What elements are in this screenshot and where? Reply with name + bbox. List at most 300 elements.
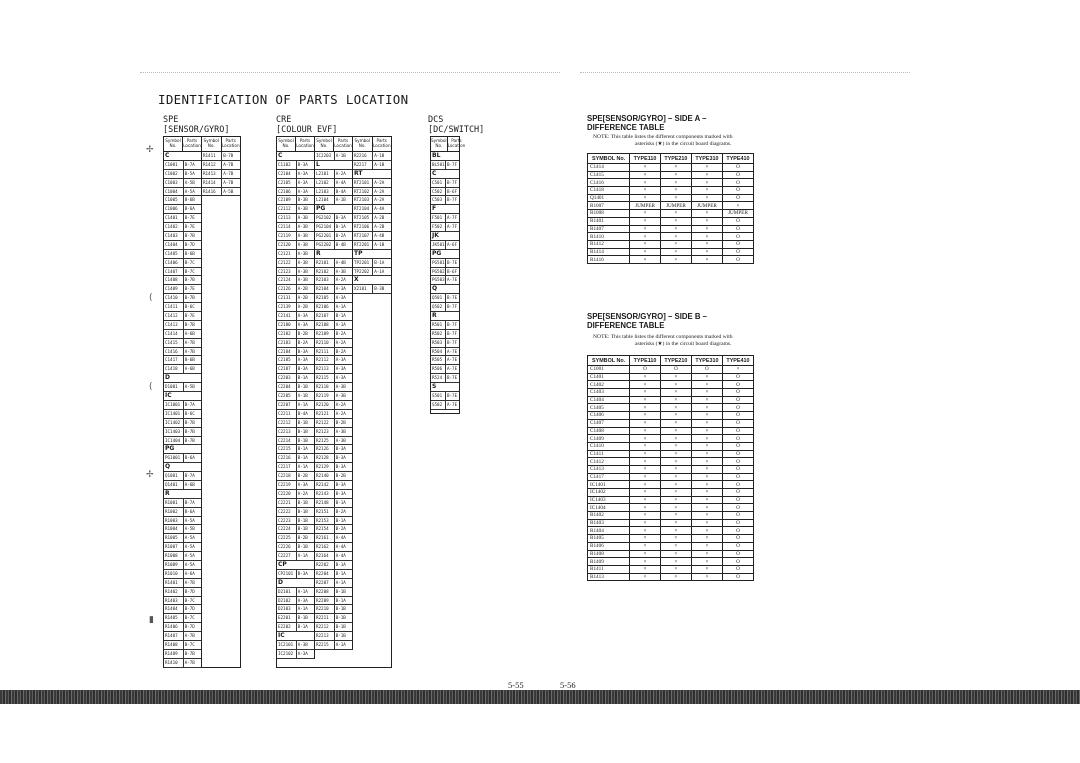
symbol-cell: C2180 [277, 321, 297, 329]
symbol-cell: R1414 [202, 179, 222, 187]
diff-value-cell: × [660, 381, 691, 389]
table-row [277, 605, 314, 614]
symbol-cell: C [278, 152, 283, 159]
section-heading-dcs [428, 116, 484, 135]
diff-value-cell: × [660, 458, 691, 466]
diff-value-cell: JUMPER [722, 210, 753, 218]
symbol-cell: R2126 [315, 445, 335, 453]
table-row [277, 428, 314, 437]
table-row [164, 552, 201, 561]
symbol-cell: C2104 [277, 170, 297, 178]
table-row [164, 348, 201, 357]
diff-symbol-cell: R1412 [588, 240, 630, 248]
diff-value-cell: × [691, 419, 722, 427]
symbol-cell: PG [165, 445, 175, 453]
location-cell: A-3B [297, 277, 308, 283]
page-number-right: 5-56 [560, 680, 576, 690]
diff-value-cell: × [691, 240, 722, 248]
symbol-cell: R2123 [315, 428, 335, 436]
symbol-cell: C2126 [277, 285, 297, 293]
group-heading-row [431, 312, 459, 321]
table-row [277, 650, 314, 659]
table-row [164, 570, 201, 579]
diff-value-cell: O [722, 565, 753, 573]
symbol-cell: D2101 [277, 588, 297, 596]
location-cell: B-7E [447, 295, 458, 301]
table-row [431, 294, 459, 303]
table-row [315, 268, 352, 277]
symbol-cell: R2118 [315, 383, 335, 391]
symbol-cell: D1001 [164, 383, 184, 391]
location-cell: B-4B [335, 241, 346, 247]
symbol-cell: R2211 [315, 614, 335, 622]
table-row [164, 232, 201, 241]
location-cell: A-3A [335, 357, 346, 363]
symbol-cell: PG2104 [315, 223, 335, 231]
location-cell: B-1B [335, 633, 346, 639]
location-cell: B-1B [297, 526, 308, 532]
location-cell: A-5A [184, 535, 195, 541]
symbol-cell: IC2101 [277, 641, 297, 649]
diff-value-cell: × [630, 187, 661, 195]
symbol-cell: R502 [431, 330, 446, 338]
location-cell: B-1B [297, 428, 308, 434]
symbol-cell: R1407 [164, 632, 184, 640]
diff-value-cell: × [630, 412, 661, 420]
diff-value-cell: × [691, 194, 722, 202]
location-cell: B-1B [297, 384, 308, 390]
symbol-cell: R2113 [315, 365, 335, 373]
table-row [277, 597, 314, 606]
diff-symbol-cell: C1407 [588, 419, 630, 427]
symbol-cell: C2218 [277, 472, 297, 480]
diff-symbol-cell: C1403 [588, 389, 630, 397]
diff-header-cell: TYPE310 [691, 356, 722, 366]
symbol-cell: IC1402 [164, 419, 184, 427]
diff-symbol-cell: C1402 [588, 381, 630, 389]
diff-value-cell: × [630, 210, 661, 218]
header-parts: Parts Location [183, 138, 201, 148]
location-cell: B-7E [447, 259, 458, 265]
table-row [164, 454, 201, 463]
binding-hole-mark: ( [149, 293, 153, 303]
table-row [277, 614, 314, 623]
symbol-cell: RT2102 [353, 188, 373, 196]
table-row [277, 365, 314, 374]
table-row [315, 437, 352, 446]
symbol-cell: R2119 [315, 392, 335, 400]
location-cell: B-1A [335, 517, 346, 523]
symbol-cell: PG2202 [315, 241, 335, 249]
location-cell: A-7B [184, 579, 195, 585]
symbol-cell: C1407 [164, 268, 184, 276]
table-row [315, 312, 352, 321]
diff-value-cell: O [630, 366, 661, 374]
diff-row [588, 489, 754, 497]
symbol-cell: R1413 [202, 170, 222, 178]
location-cell: A-2A [335, 401, 346, 407]
location-cell: B-2A [335, 233, 346, 239]
symbol-cell: R1008 [164, 552, 184, 560]
location-cell: B-1B [297, 499, 308, 505]
diff-value-cell: × [630, 248, 661, 256]
header-parts: Parts Location [447, 138, 466, 148]
scan-top-dotline-right [580, 72, 910, 74]
diff-a-subtitle: DIFFERENCE TABLE [587, 122, 665, 132]
symbol-cell: R2109 [315, 330, 335, 338]
location-cell: A-3A [335, 366, 346, 372]
location-cell: A-7E [447, 277, 458, 283]
location-cell: B-1A [374, 259, 385, 265]
symbol-cell: Q502 [431, 303, 446, 311]
location-cell: A-5A [184, 553, 195, 559]
symbol-cell: C2122 [277, 259, 297, 267]
location-cell: B-7B [184, 437, 195, 443]
location-cell: A-1A [297, 588, 308, 594]
table-row [164, 365, 201, 374]
diff-value-cell: × [630, 442, 661, 450]
diff-symbol-cell: R1008 [588, 210, 630, 218]
symbol-cell: RT2201 [353, 241, 373, 249]
table-row [277, 214, 314, 223]
symbol-cell: C2220 [277, 490, 297, 498]
symbol-cell: R2207 [315, 579, 335, 587]
table-row [431, 241, 459, 250]
symbol-cell: C2214 [277, 437, 297, 445]
group-heading-row [315, 205, 352, 214]
location-cell: B-1A [335, 597, 346, 603]
location-cell: A-2A [374, 188, 385, 194]
diff-value-cell: × [660, 550, 691, 558]
location-cell: A-2B [297, 286, 308, 292]
table-row [164, 276, 201, 285]
diff-value-cell: × [660, 519, 691, 527]
location-cell: A-4A [374, 206, 385, 212]
section-heading-cre [276, 116, 337, 135]
table-row [277, 312, 314, 321]
symbol-cell: R2128 [315, 454, 335, 462]
location-cell: B-1A [297, 375, 308, 381]
table-row [277, 588, 314, 597]
diff-value-cell: × [691, 519, 722, 527]
symbol-cell: R2148 [315, 499, 335, 507]
diff-value-cell: × [691, 442, 722, 450]
group-heading-row [315, 161, 352, 170]
symbol-cell: C1417 [164, 356, 184, 364]
location-cell: B-6B [184, 357, 195, 363]
location-cell: B-7C [184, 268, 195, 274]
symbol-cell: TP2201 [353, 259, 373, 267]
location-cell: A-1A [335, 304, 346, 310]
location-cell: B-1A [335, 570, 346, 576]
location-cell: A-3B [335, 428, 346, 434]
location-cell: A-4A [335, 553, 346, 559]
location-cell: B-7B [184, 321, 195, 327]
symbol-cell: PG1001 [164, 454, 184, 462]
symbol-cell: IC [165, 392, 172, 400]
table-row [164, 437, 201, 446]
symbol-cell: C2113 [277, 214, 297, 222]
diff-value-cell: × [660, 373, 691, 381]
table-row [164, 632, 201, 641]
location-cell: A-3B [297, 268, 308, 274]
diff-value-cell: × [691, 496, 722, 504]
table-row [277, 463, 314, 472]
section-heading-spe [163, 116, 230, 135]
diff-value-cell: O [722, 179, 753, 187]
table-row [315, 534, 352, 543]
diff-value-cell: × [660, 489, 691, 497]
table-row [277, 241, 314, 250]
location-cell: B-7F [447, 330, 458, 336]
location-cell: B-1A [335, 499, 346, 505]
group-heading-row [431, 205, 459, 214]
table-row [202, 188, 240, 197]
location-cell: B-1B [297, 508, 308, 514]
table-row [277, 330, 314, 339]
difference-table-side-a [587, 153, 754, 264]
diff-row [588, 435, 754, 443]
location-cell: B-7E [184, 286, 195, 292]
diff-value-cell: × [660, 225, 691, 233]
group-heading-row [164, 374, 201, 383]
table-row [315, 525, 352, 534]
diff-value-cell: × [660, 442, 691, 450]
table-row [164, 605, 201, 614]
diff-value-cell: × [630, 496, 661, 504]
diff-row [588, 481, 754, 489]
table-row [353, 152, 391, 161]
symbol-cell: C1418 [164, 365, 184, 373]
diff-symbol-cell: C1001 [588, 366, 630, 374]
diff-value-cell: × [691, 450, 722, 458]
symbol-cell: C2131 [277, 294, 297, 302]
symbol-cell: R2202 [315, 561, 335, 569]
table-row [164, 650, 201, 659]
table-row [164, 597, 201, 606]
location-cell: A-4B [335, 259, 346, 265]
table-row [315, 321, 352, 330]
table-row [164, 534, 201, 543]
diff-value-cell: × [660, 233, 691, 241]
section-label: DCS [428, 115, 444, 125]
diff-value-cell: × [660, 573, 691, 581]
diff-value-cell: × [691, 404, 722, 412]
location-cell: B-6B [184, 197, 195, 203]
location-cell: A-1B [297, 393, 308, 399]
diff-value-cell: × [691, 465, 722, 473]
symbol-cell: Q1401 [164, 481, 184, 489]
symbol-cell: C1004 [164, 188, 184, 196]
symbol-cell: PG [316, 205, 326, 213]
location-cell: B-3A [335, 490, 346, 496]
location-cell: A-2B [297, 295, 308, 301]
symbol-cell: S502 [431, 401, 446, 409]
diff-value-cell: O [722, 542, 753, 550]
symbol-cell: C503 [431, 196, 446, 204]
diff-value-cell: × [630, 519, 661, 527]
diff-row [588, 496, 754, 504]
symbol-cell: S [432, 383, 437, 391]
diff-row [588, 412, 754, 420]
group-heading-row [277, 632, 314, 641]
table-row [277, 517, 314, 526]
diff-row [588, 504, 754, 512]
diff-row [588, 542, 754, 550]
diff-value-cell: × [660, 396, 691, 404]
symbol-cell: R2213 [315, 632, 335, 640]
group-heading-row [277, 561, 314, 570]
diff-row [588, 473, 754, 481]
table-row [315, 588, 352, 597]
symbol-cell: F [432, 205, 437, 213]
symbol-cell: C1416 [164, 348, 184, 356]
table-row [277, 303, 314, 312]
symbol-cell: C2212 [277, 419, 297, 427]
location-cell: A-7B [184, 348, 195, 354]
symbol-cell: E2201 [277, 614, 297, 622]
symbol-cell: L2104 [315, 196, 335, 204]
diff-value-cell: O [722, 496, 753, 504]
location-cell: B-1B [297, 419, 308, 425]
location-cell: B-7E [447, 375, 458, 381]
diff-value-cell: O [722, 558, 753, 566]
diff-row [588, 202, 754, 210]
grid-column-header [202, 137, 240, 152]
location-cell: A-3A [297, 321, 308, 327]
diff-value-cell: O [722, 458, 753, 466]
table-row [315, 152, 352, 161]
diff-value-cell: O [722, 404, 753, 412]
diff-value-cell: × [630, 373, 661, 381]
diff-value-cell: × [630, 535, 661, 543]
diff-value-cell: O [722, 389, 753, 397]
location-cell: B-7A [184, 161, 195, 167]
table-row [315, 196, 352, 205]
diff-value-cell: × [691, 396, 722, 404]
diff-value-cell: × [630, 504, 661, 512]
diff-value-cell: O [722, 550, 753, 558]
diff-symbol-cell: C1414 [588, 164, 630, 172]
symbol-cell: R506 [431, 365, 446, 373]
header-symbol: Symbol No. [164, 137, 183, 151]
diff-value-cell: O [722, 442, 753, 450]
symbol-cell: Q [432, 285, 438, 293]
location-cell: A-2A [374, 179, 385, 185]
binding-hole-mark: ▮ [149, 615, 154, 625]
symbol-cell: R501 [431, 321, 446, 329]
table-row [431, 276, 459, 285]
section-sublabel: [DC/SWITCH] [428, 124, 485, 135]
symbol-cell: C1414 [164, 330, 184, 338]
symbol-cell: R504 [431, 348, 446, 356]
table-row [164, 241, 201, 250]
symbol-cell: C [432, 169, 437, 177]
table-row [315, 285, 352, 294]
location-cell: A-1A [297, 553, 308, 559]
diff-a-title: SPE[SENSOR/GYRO] – SIDE A – [587, 114, 707, 123]
table-row [315, 294, 352, 303]
diff-value-cell: O [722, 473, 753, 481]
symbol-cell: L2101 [315, 170, 335, 178]
table-row [164, 383, 201, 392]
diff-symbol-cell: C1405 [588, 404, 630, 412]
location-cell: B-6F [447, 188, 458, 194]
symbol-cell: R2162 [315, 543, 335, 551]
diff-symbol-cell: R1405 [588, 535, 630, 543]
table-row [277, 356, 314, 365]
diff-value-cell: × [691, 164, 722, 172]
table-row [164, 223, 201, 232]
table-row [164, 196, 201, 205]
diff-value-cell: JUMPER [630, 202, 661, 210]
table-row [315, 508, 352, 517]
symbol-cell: R505 [431, 356, 446, 364]
symbol-cell: CP2101 [277, 570, 297, 578]
table-row [315, 401, 352, 410]
location-cell: B-5A [184, 170, 195, 176]
diff-row [588, 248, 754, 256]
location-cell: B-7D [184, 606, 195, 612]
group-heading-row [431, 232, 459, 241]
table-row [315, 614, 352, 623]
diff-header-cell: SYMBOL No. [588, 356, 630, 366]
location-cell: B-7E [184, 215, 195, 221]
diff-value-cell: × [691, 550, 722, 558]
location-cell: B-1A [297, 455, 308, 461]
symbol-cell: R2101 [315, 259, 335, 267]
table-row [164, 205, 201, 214]
diff-symbol-cell: IC1404 [588, 504, 630, 512]
diff-row [588, 419, 754, 427]
location-cell: A-3B [297, 233, 308, 239]
diff-row [588, 558, 754, 566]
diff-value-cell: × [660, 527, 691, 535]
diff-value-cell: O [722, 412, 753, 420]
table-row [277, 472, 314, 481]
location-cell: B-1B [297, 544, 308, 550]
location-cell: A-7B [184, 659, 195, 665]
diff-value-cell: O [722, 164, 753, 172]
table-row [277, 339, 314, 348]
diff-value-cell: × [660, 427, 691, 435]
diff-header-cell: TYPE210 [660, 356, 691, 366]
location-cell: A-7B [223, 170, 234, 176]
location-cell: B-3B [297, 197, 308, 203]
location-cell: A-2A [335, 410, 346, 416]
diff-symbol-cell: C1412 [588, 458, 630, 466]
diff-symbol-cell: Q1401 [588, 194, 630, 202]
table-row [164, 517, 201, 526]
symbol-cell: R2102 [315, 268, 335, 276]
location-cell: B-2A [335, 348, 346, 354]
location-cell: B-7D [184, 624, 195, 630]
grid-column-header [164, 137, 201, 152]
symbol-cell: R1416 [202, 188, 222, 196]
table-row [315, 232, 352, 241]
table-row [277, 641, 314, 650]
section-sublabel: [SENSOR/GYRO] [163, 124, 230, 135]
diff-header-cell: TYPE310 [691, 154, 722, 164]
table-row [315, 276, 352, 285]
symbol-cell: R2143 [315, 490, 335, 498]
table-row [277, 348, 314, 357]
symbol-cell: C2183 [277, 339, 297, 347]
diff-value-cell: O [722, 512, 753, 520]
symbol-cell: R1005 [164, 534, 184, 542]
diff-value-cell: × [660, 481, 691, 489]
diff-value-cell: JUMPER [660, 202, 691, 210]
